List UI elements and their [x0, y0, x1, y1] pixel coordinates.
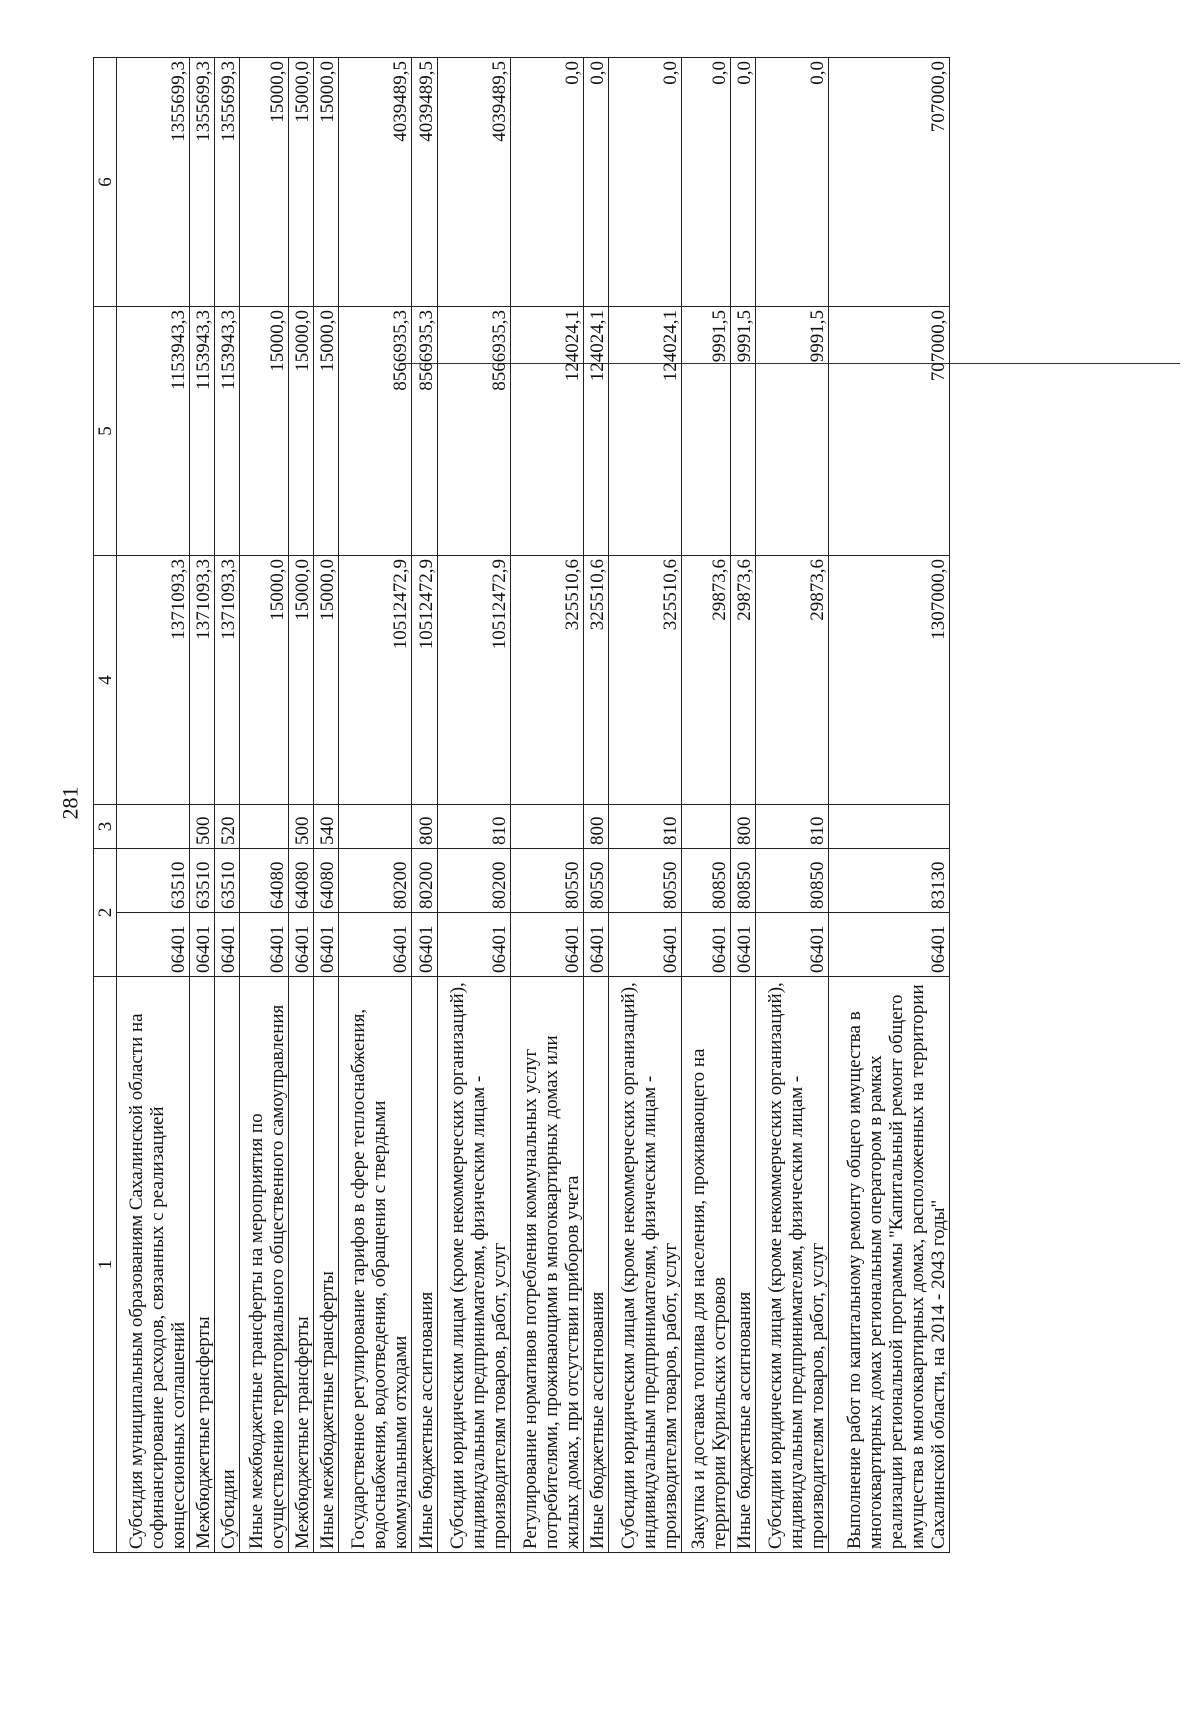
table-row — [681, 58, 730, 1553]
row-expense-type: 810 — [437, 805, 510, 849]
row-value-col4: 1371093,3 — [215, 556, 240, 805]
row-value-col6: 1355699,3 — [117, 58, 190, 307]
table-row — [437, 58, 510, 1553]
row-expense-type: 800 — [412, 805, 437, 849]
row-csr-direction: 80850 — [730, 849, 755, 913]
row-value-col4: 325510,6 — [583, 556, 608, 805]
row-value-col6: 0,0 — [755, 58, 828, 307]
table-row — [583, 58, 608, 1553]
row-csr-program: 06401 — [240, 913, 289, 977]
row-expense-type — [117, 805, 190, 849]
row-name: Субсидии юридическим лицам (кроме некоммерческих организаций), индивидуальным предпринимателям, физическим лицам - производителям товаров, работ, услуг — [437, 977, 510, 1553]
row-value-col6: 0,0 — [681, 58, 730, 307]
col-header-5: 5 — [94, 307, 117, 556]
row-csr-program: 06401 — [730, 913, 755, 977]
row-expense-type — [681, 805, 730, 849]
table-row — [828, 58, 949, 1553]
budget-table — [93, 57, 950, 1553]
table-row — [215, 58, 240, 1553]
table-row — [608, 58, 681, 1553]
row-value-col5: 1153943,3 — [117, 307, 190, 556]
row-csr-direction: 80550 — [583, 849, 608, 913]
row-name: Выполнение работ по капитальному ремонту общего имущества в многоквартирных домах региональным оператором в рамках реализации региональной программы "Капитальный ремонт общего имущества в многоквартирных домах, расположенных на территории Сахалинской области, на 2014 - 2043 годы" — [828, 977, 949, 1553]
col-header-6: 6 — [94, 58, 117, 307]
row-name: Иные бюджетные ассигнования — [412, 977, 437, 1553]
row-csr-program: 06401 — [583, 913, 608, 977]
row-expense-type — [240, 805, 289, 849]
row-value-col6: 15000,0 — [289, 58, 314, 307]
row-value-col4: 10512472,9 — [412, 556, 437, 805]
row-value-col4: 15000,0 — [289, 556, 314, 805]
row-value-col5: 15000,0 — [314, 307, 339, 556]
row-value-col5: 1153943,3 — [190, 307, 215, 556]
row-value-col5: 15000,0 — [240, 307, 289, 556]
row-value-col6: 15000,0 — [240, 58, 289, 307]
row-value-col5: 8566935,3 — [412, 307, 437, 556]
row-expense-type: 800 — [583, 805, 608, 849]
row-value-col4: 29873,6 — [755, 556, 828, 805]
row-csr-program: 06401 — [681, 913, 730, 977]
row-csr-program: 06401 — [190, 913, 215, 977]
table-row — [339, 58, 412, 1553]
row-value-col4: 10512472,9 — [339, 556, 412, 805]
row-expense-type: 810 — [608, 805, 681, 849]
row-name: Закупка и доставка топлива для населения, проживающего на территории Курильских островов — [681, 977, 730, 1553]
row-csr-program: 06401 — [314, 913, 339, 977]
row-value-col5: 15000,0 — [289, 307, 314, 556]
row-value-col5: 124024,1 — [583, 307, 608, 556]
row-value-col5: 8566935,3 — [339, 307, 412, 556]
row-csr-direction: 63510 — [215, 849, 240, 913]
row-name: Субсидии юридическим лицам (кроме некоммерческих организаций), индивидуальным предпринимателям, физическим лицам - производителям товаров, работ, услуг — [755, 977, 828, 1553]
row-csr-direction: 80850 — [755, 849, 828, 913]
row-value-col4: 29873,6 — [681, 556, 730, 805]
row-value-col6: 4039489,5 — [339, 58, 412, 307]
header-row — [94, 58, 117, 1553]
row-csr-program: 06401 — [117, 913, 190, 977]
col-header-2: 2 — [94, 849, 117, 977]
table-row — [190, 58, 215, 1553]
row-value-col4: 15000,0 — [240, 556, 289, 805]
row-csr-program: 06401 — [412, 913, 437, 977]
row-expense-type — [339, 805, 412, 849]
row-value-col4: 1307000,0 — [828, 556, 949, 805]
row-csr-direction: 80550 — [510, 849, 583, 913]
page-number: 281 — [57, 786, 83, 820]
row-value-col5: 9991,5 — [681, 307, 730, 556]
row-value-col5: 8566935,3 — [437, 307, 510, 556]
row-value-col5: 9991,5 — [730, 307, 755, 556]
row-value-col6: 4039489,5 — [412, 58, 437, 307]
row-expense-type: 500 — [289, 805, 314, 849]
row-value-col4: 325510,6 — [608, 556, 681, 805]
table-row — [510, 58, 583, 1553]
table-row — [240, 58, 289, 1553]
row-value-col4: 325510,6 — [510, 556, 583, 805]
table-row — [314, 58, 339, 1553]
row-value-col6: 0,0 — [608, 58, 681, 307]
table-row — [730, 58, 755, 1553]
row-value-col5: 1153943,3 — [215, 307, 240, 556]
row-value-col5: 9991,5 — [755, 307, 828, 556]
row-csr-program: 06401 — [608, 913, 681, 977]
row-csr-program: 06401 — [510, 913, 583, 977]
row-value-col4: 29873,6 — [730, 556, 755, 805]
row-csr-program: 06401 — [755, 913, 828, 977]
row-name: Межбюджетные трансферты — [190, 977, 215, 1553]
row-csr-direction: 80850 — [681, 849, 730, 913]
row-value-col6: 1355699,3 — [215, 58, 240, 307]
row-expense-type: 500 — [190, 805, 215, 849]
row-name: Иные бюджетные ассигнования — [583, 977, 608, 1553]
table-row — [412, 58, 437, 1553]
row-csr-direction: 64080 — [314, 849, 339, 913]
row-csr-direction: 63510 — [190, 849, 215, 913]
row-value-col4: 1371093,3 — [117, 556, 190, 805]
row-expense-type: 540 — [314, 805, 339, 849]
row-name: Субсидии юридическим лицам (кроме некоммерческих организаций), индивидуальным предпринимателям, физическим лицам - производителям товаров, работ, услуг — [608, 977, 681, 1553]
row-value-col6: 4039489,5 — [437, 58, 510, 307]
row-value-col4: 1371093,3 — [190, 556, 215, 805]
table-row — [117, 58, 190, 1553]
table-row — [289, 58, 314, 1553]
row-name: Иные бюджетные ассигнования — [730, 977, 755, 1553]
row-name: Субсидии — [215, 977, 240, 1553]
row-expense-type: 810 — [755, 805, 828, 849]
row-csr-program: 06401 — [215, 913, 240, 977]
row-csr-program: 06401 — [289, 913, 314, 977]
row-name: Иные межбюджетные трансферты на мероприятия по осуществлению территориального общественного самоуправления — [240, 977, 289, 1553]
row-name: Иные межбюджетные трансферты — [314, 977, 339, 1553]
row-value-col6: 15000,0 — [314, 58, 339, 307]
row-expense-type: 520 — [215, 805, 240, 849]
row-value-col5: 707000,0 — [828, 307, 949, 556]
row-value-col6: 1355699,3 — [190, 58, 215, 307]
row-value-col4: 10512472,9 — [437, 556, 510, 805]
row-csr-direction: 80200 — [339, 849, 412, 913]
row-csr-direction: 64080 — [240, 849, 289, 913]
row-value-col4: 15000,0 — [314, 556, 339, 805]
row-csr-program: 06401 — [339, 913, 412, 977]
row-name: Субсидия муниципальным образованиям Сахалинской области на софинансирование расходов, связанных с реализацией концессионных соглашений — [117, 977, 190, 1553]
col-header-1: 1 — [94, 977, 117, 1553]
row-value-col5: 124024,1 — [608, 307, 681, 556]
rotated-table-wrapper — [93, 58, 950, 1553]
row-name: Межбюджетные трансферты — [289, 977, 314, 1553]
row-csr-direction: 83130 — [828, 849, 949, 913]
row-csr-direction: 80550 — [608, 849, 681, 913]
row-value-col6: 0,0 — [510, 58, 583, 307]
col-header-4: 4 — [94, 556, 117, 805]
row-value-col6: 0,0 — [583, 58, 608, 307]
row-value-col5: 124024,1 — [510, 307, 583, 556]
row-csr-program: 06401 — [437, 913, 510, 977]
row-csr-direction: 63510 — [117, 849, 190, 913]
row-expense-type — [828, 805, 949, 849]
row-name: Государственное регулирование тарифов в сфере теплоснабжения, водоснабжения, водоотведения, обращения с твердыми коммунальными отходами — [339, 977, 412, 1553]
row-csr-program: 06401 — [828, 913, 949, 977]
row-value-col6: 0,0 — [730, 58, 755, 307]
row-value-col6: 707000,0 — [828, 58, 949, 307]
row-csr-direction: 80200 — [437, 849, 510, 913]
row-csr-direction: 64080 — [289, 849, 314, 913]
row-expense-type: 800 — [730, 805, 755, 849]
col-header-3: 3 — [94, 805, 117, 849]
row-csr-direction: 80200 — [412, 849, 437, 913]
table-row — [755, 58, 828, 1553]
row-name: Регулирование нормативов потребления коммунальных услуг потребителями, проживающими в многоквартирных домах или жилых домах, при отсутствии приборов учета — [510, 977, 583, 1553]
row-expense-type — [510, 805, 583, 849]
